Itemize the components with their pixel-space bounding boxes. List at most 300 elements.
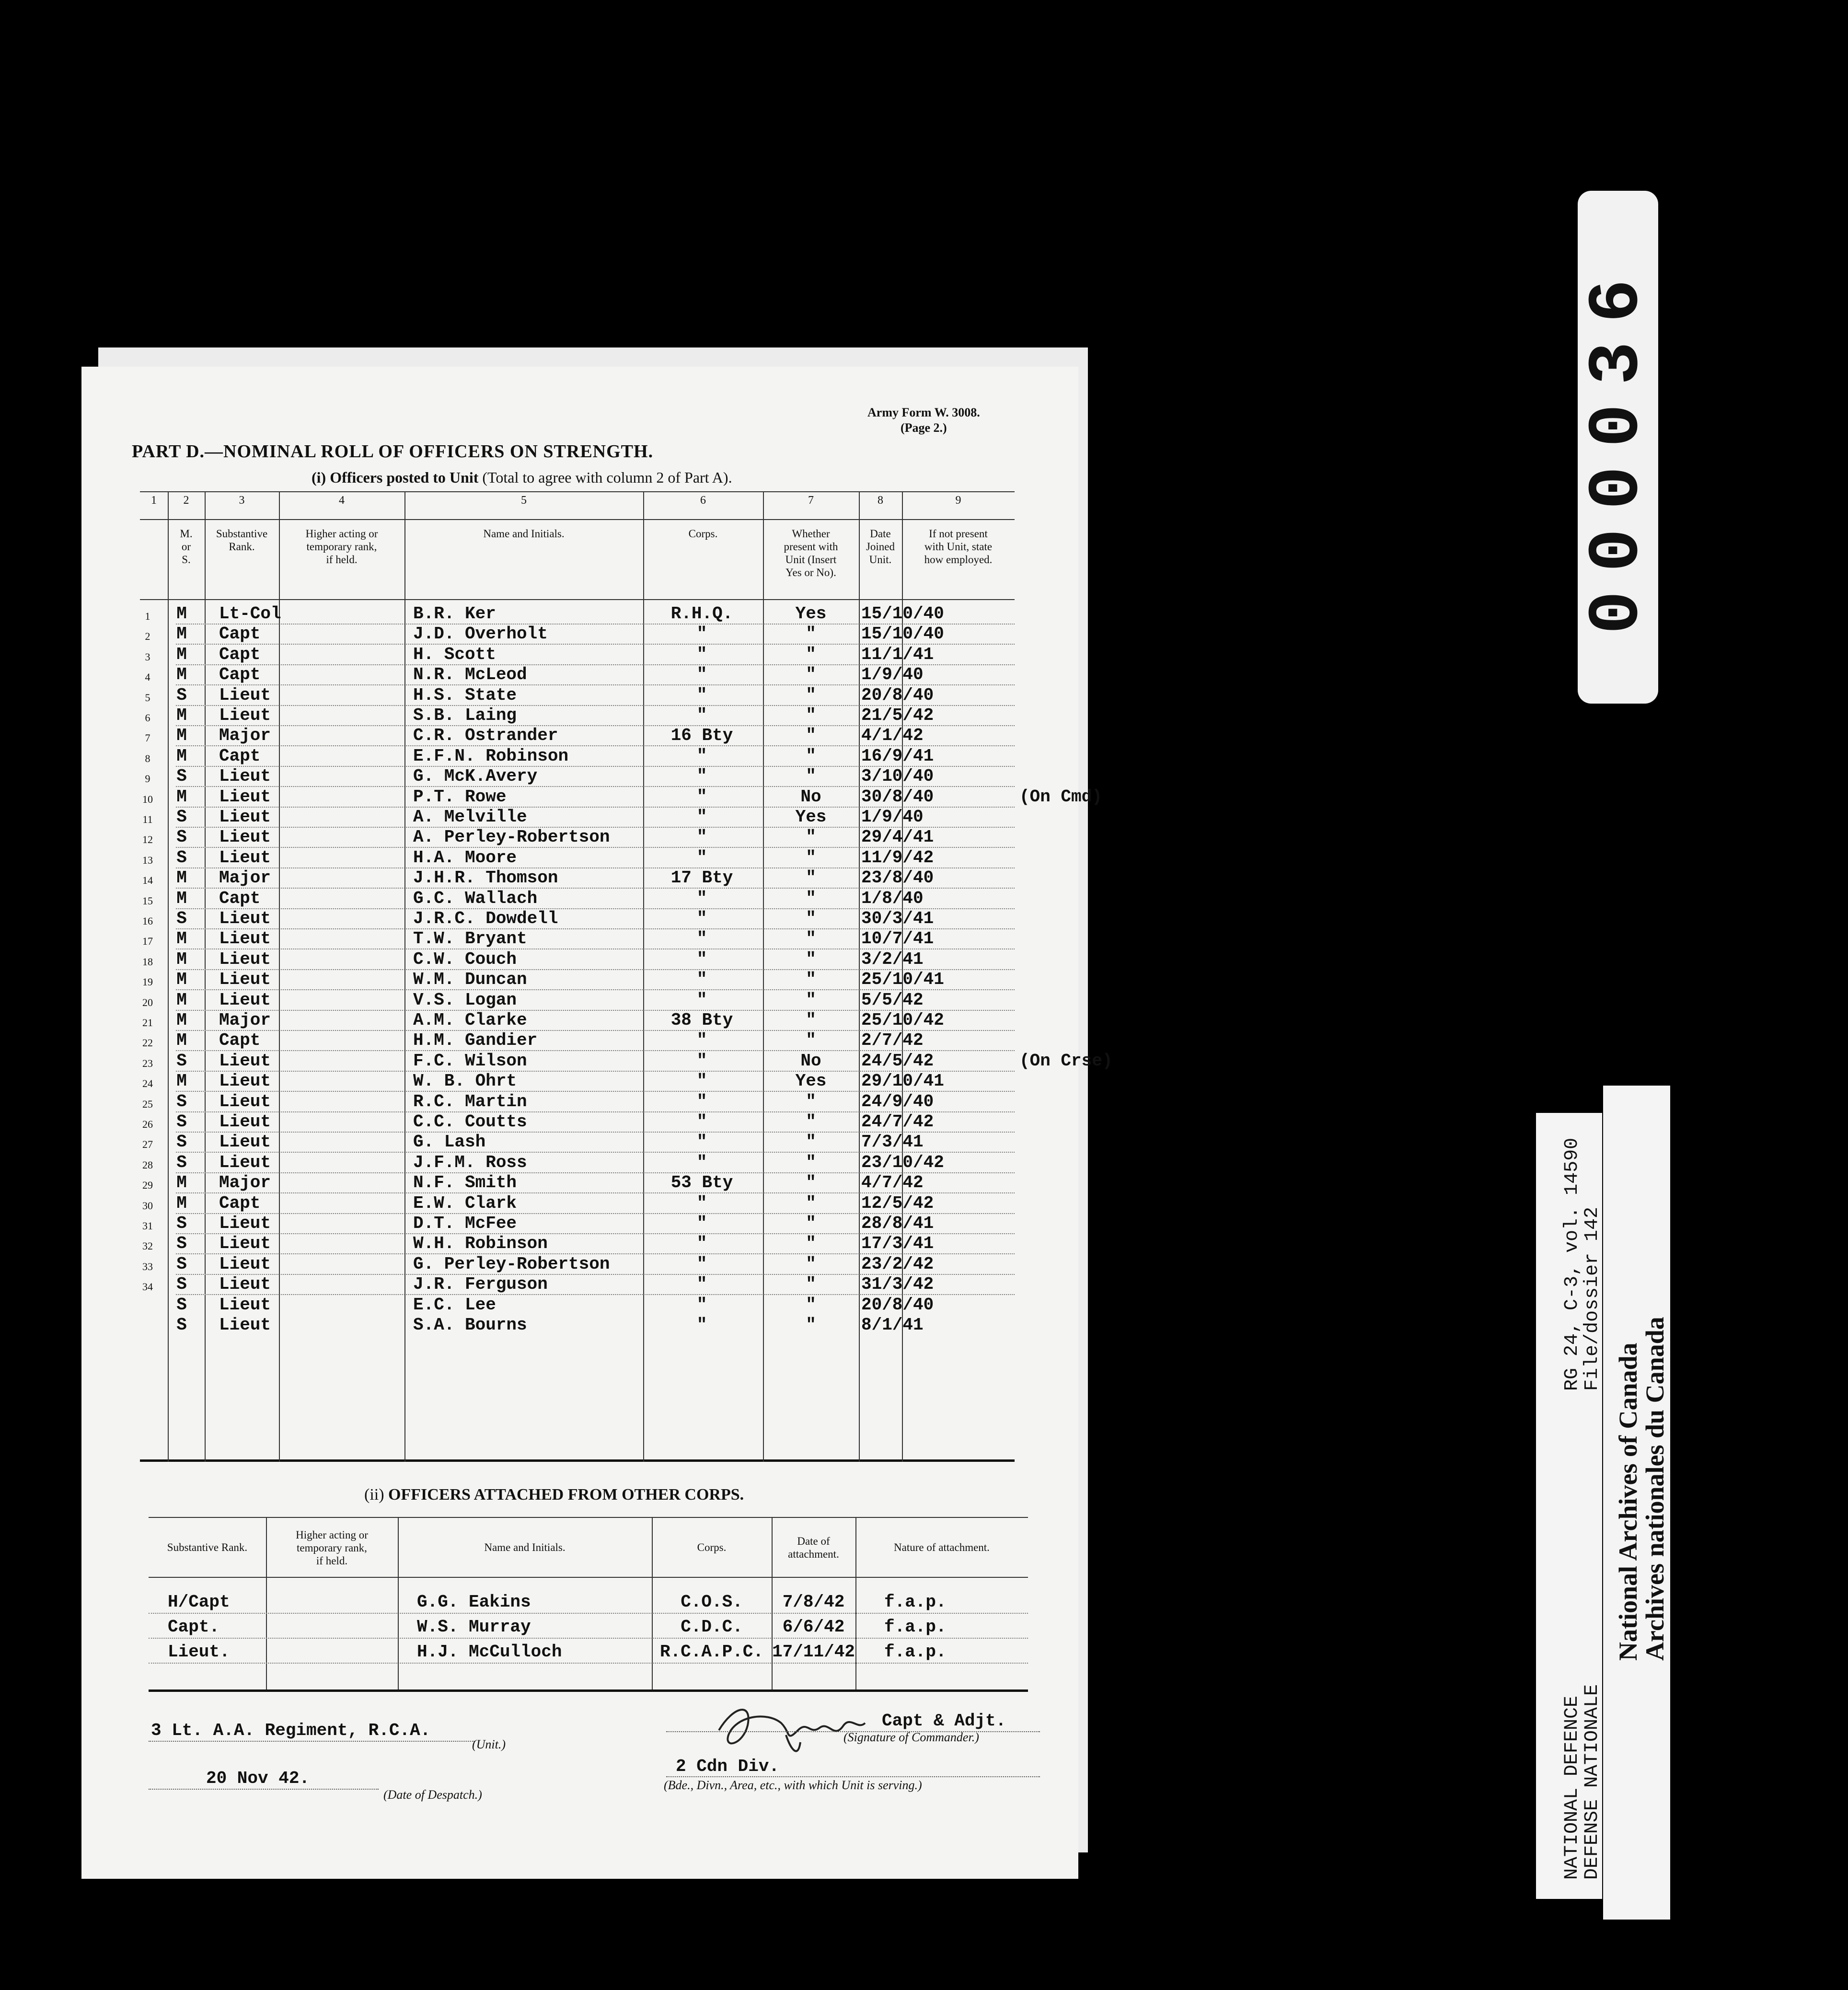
- column-header-line: Higher acting or: [305, 528, 378, 540]
- cell-date-joined: 1/9/40: [861, 665, 924, 685]
- cell-name: A. Perley-Robertson: [413, 827, 610, 847]
- attached-row-rule: [149, 1613, 1028, 1614]
- cell-corps: ": [696, 847, 707, 868]
- cell-present: ": [806, 1254, 816, 1274]
- column-header-line: Whether: [792, 528, 830, 540]
- row-number: 26: [142, 1118, 153, 1130]
- cell-present: ": [806, 827, 816, 847]
- cell-corps: ": [696, 929, 707, 949]
- cell-rank: Capt: [219, 644, 261, 664]
- cell-corps: ": [696, 1091, 707, 1111]
- column-header-5: [404, 527, 643, 540]
- cell-name: T.W. Bryant: [413, 929, 527, 949]
- cell-ms: M: [176, 949, 187, 969]
- cell-corps: ": [696, 970, 707, 990]
- column-header-line: if held.: [326, 554, 358, 566]
- form-page-text: (Page 2.): [900, 421, 947, 435]
- column-header-3: [205, 527, 279, 553]
- attached-row-rule: [149, 1663, 1028, 1664]
- column-number-8: 8: [878, 494, 883, 507]
- cell-rank: Capt: [219, 746, 261, 766]
- cell-name: N.F. Smith: [413, 1173, 517, 1193]
- cell-corps: ": [696, 1295, 707, 1315]
- cell-ms: M: [176, 1173, 187, 1193]
- cell-corps: ": [696, 1051, 707, 1071]
- cell-rank: Lieut: [219, 706, 271, 725]
- cell-rank: Lieut: [219, 1112, 271, 1132]
- attached-date: 6/6/42: [782, 1617, 845, 1637]
- attached-table-bottom-rule: [149, 1689, 1028, 1692]
- defence-line2: DEFENSE NATIONALE: [1582, 1684, 1603, 1880]
- cell-present: ": [806, 644, 816, 664]
- cell-present: ": [806, 1010, 816, 1030]
- cell-rank: Capt: [219, 1030, 261, 1051]
- column-header-line: M.: [180, 528, 193, 540]
- cell-corps: ": [696, 706, 707, 725]
- cell-rank: Lieut: [219, 807, 271, 827]
- column-header-line: Date: [870, 528, 891, 540]
- column-header-line: Yes or No).: [785, 567, 836, 578]
- cell-rank: Lieut: [219, 1274, 271, 1295]
- signature-label: (Signature of Commander.): [843, 1730, 979, 1744]
- cell-date-joined: 8/1/41: [861, 1315, 924, 1335]
- cell-ms: M: [176, 888, 187, 908]
- row-number: 14: [142, 874, 153, 887]
- cell-name: G. Lash: [413, 1132, 486, 1152]
- cell-name: P.T. Rowe: [413, 787, 507, 807]
- column-header-line: Corps.: [688, 528, 718, 540]
- cell-corps: ": [696, 949, 707, 969]
- cell-date-joined: 1/8/40: [861, 888, 924, 908]
- cell-ms: S: [176, 1091, 187, 1111]
- cell-corps: ": [696, 685, 707, 705]
- cell-rank: Major: [219, 726, 271, 746]
- attached-header-corps: [652, 1541, 772, 1554]
- cell-rank: Lieut: [219, 1091, 271, 1111]
- cell-corps: ": [696, 746, 707, 766]
- column-header-9: [902, 527, 1015, 566]
- attached-rank: Capt.: [168, 1617, 220, 1637]
- cell-rank: Lieut: [219, 1295, 271, 1315]
- cell-rank: Capt: [219, 624, 261, 644]
- attached-name: H.J. McCulloch: [417, 1642, 562, 1662]
- attached-header-rule: [149, 1577, 1028, 1578]
- cell-ms: S: [176, 766, 187, 787]
- defence-line1: NATIONAL DEFENCE: [1561, 1695, 1583, 1880]
- cell-corps: ": [696, 1234, 707, 1254]
- cell-rank: Capt: [219, 888, 261, 908]
- row-number: 1: [145, 610, 150, 622]
- cell-corps: ": [696, 827, 707, 847]
- attached-header-line: if held.: [316, 1555, 348, 1567]
- column-header-line: S.: [182, 554, 191, 566]
- cell-date-joined: 30/3/41: [861, 909, 934, 928]
- cell-ms: S: [176, 1152, 187, 1172]
- row-number: 34: [142, 1281, 153, 1293]
- attached-name: W.S. Murray: [417, 1617, 531, 1637]
- unit-label: (Unit.): [472, 1737, 506, 1751]
- cell-rank: Lieut: [219, 1254, 271, 1274]
- cell-name: J.D. Overholt: [413, 624, 548, 644]
- attached-rank: Lieut.: [168, 1642, 230, 1662]
- column-header-7: [763, 527, 859, 579]
- cell-ms: S: [176, 909, 187, 928]
- cell-rank: Lieut: [219, 1132, 271, 1152]
- cell-corps: R.H.Q.: [670, 604, 733, 624]
- cell-present: ": [806, 1112, 816, 1132]
- cell-name: A.M. Clarke: [413, 1010, 527, 1030]
- cell-date-joined: 25/10/42: [861, 1010, 944, 1030]
- cell-corps: ": [696, 1274, 707, 1295]
- column-header-line: or: [181, 541, 191, 553]
- cell-corps: ": [696, 1152, 707, 1172]
- cell-present: No: [800, 1051, 821, 1071]
- cell-corps: ": [696, 909, 707, 928]
- row-number: 16: [142, 915, 153, 927]
- cell-corps: ": [696, 766, 707, 787]
- column-rule-2: [168, 491, 169, 1462]
- cell-corps: ": [696, 787, 707, 807]
- attached-header-line: Corps.: [697, 1541, 727, 1553]
- cell-ms: S: [176, 847, 187, 868]
- column-number-2: 2: [183, 494, 189, 507]
- cell-rank: Capt: [219, 665, 261, 685]
- cell-date-joined: 5/5/42: [861, 990, 924, 1010]
- attached-corps: C.O.S.: [681, 1592, 743, 1612]
- cell-ms: S: [176, 807, 187, 827]
- row-number: 8: [145, 752, 150, 764]
- cell-employed: (On Cmd): [1019, 787, 1102, 807]
- cell-rank: Lieut: [219, 827, 271, 847]
- cell-present: ": [806, 909, 816, 928]
- cell-corps: ": [696, 1315, 707, 1335]
- cell-present: ": [806, 970, 816, 990]
- cell-present: Yes: [795, 807, 827, 827]
- cell-rank: Capt: [219, 1193, 261, 1213]
- column-header-line: temporary rank,: [306, 541, 377, 553]
- attached-header-line: Date of: [797, 1535, 830, 1547]
- row-number: 33: [142, 1260, 153, 1273]
- cell-ms: M: [176, 1010, 187, 1030]
- attached-corps: C.D.C.: [681, 1617, 743, 1637]
- cell-name: J.R.C. Dowdell: [413, 909, 558, 928]
- cell-date-joined: 25/10/41: [861, 970, 944, 990]
- cell-name: H.S. State: [413, 685, 517, 705]
- attached-nature: f.a.p.: [884, 1592, 947, 1612]
- cell-present: ": [806, 1214, 816, 1233]
- column-header-8: [859, 527, 902, 566]
- row-number: 15: [142, 894, 153, 907]
- column-header-line: Unit.: [869, 554, 892, 566]
- row-number: 21: [142, 1017, 153, 1029]
- cell-date-joined: 7/3/41: [861, 1132, 924, 1152]
- attached-header-line: temporary rank,: [297, 1542, 367, 1554]
- row-number: 23: [142, 1057, 153, 1069]
- column-header-line: present with: [784, 541, 838, 553]
- cell-rank: Lieut: [219, 685, 271, 705]
- form-number: [867, 405, 980, 436]
- cell-rank: Major: [219, 1010, 271, 1030]
- cell-name: V.S. Logan: [413, 990, 517, 1010]
- despatch-date-label: (Date of Despatch.): [383, 1788, 482, 1802]
- column-header-line: Unit (Insert: [785, 554, 837, 566]
- column-rule-5: [404, 491, 405, 1462]
- cell-date-joined: 10/7/41: [861, 929, 934, 949]
- attached-name: G.G. Eakins: [417, 1592, 531, 1612]
- cell-present: ": [806, 929, 816, 949]
- cell-name: W.M. Duncan: [413, 970, 527, 990]
- row-number: 31: [142, 1220, 153, 1232]
- cell-date-joined: 23/2/42: [861, 1254, 934, 1274]
- column-header-line: If not present: [929, 528, 988, 540]
- cell-name: A. Melville: [413, 807, 527, 827]
- cell-present: ": [806, 726, 816, 746]
- column-rule-3: [205, 491, 206, 1462]
- cell-present: ": [806, 868, 816, 888]
- cell-corps: ": [696, 644, 707, 664]
- cell-date-joined: 2/7/42: [861, 1030, 924, 1051]
- cell-date-joined: 24/7/42: [861, 1112, 934, 1132]
- row-number: 27: [142, 1138, 153, 1151]
- despatch-date-value: 20 Nov 42.: [206, 1769, 310, 1788]
- cell-corps: 17 Bty: [670, 868, 733, 888]
- cell-date-joined: 29/4/41: [861, 827, 934, 847]
- cell-date-joined: 3/2/41: [861, 949, 924, 969]
- cell-date-joined: 28/8/41: [861, 1214, 934, 1233]
- cell-ms: M: [176, 746, 187, 766]
- column-header-4: [279, 527, 404, 566]
- row-number: 3: [145, 650, 150, 663]
- cell-ms: S: [176, 1051, 187, 1071]
- cell-ms: M: [176, 644, 187, 664]
- attached-header-name: [398, 1541, 652, 1554]
- attached-corps: R.C.A.P.C.: [659, 1642, 764, 1662]
- cell-ms: S: [176, 1112, 187, 1132]
- cell-ms: S: [176, 685, 187, 705]
- cell-present: ": [806, 1234, 816, 1254]
- cell-corps: ": [696, 1030, 707, 1051]
- cell-name: J.R. Ferguson: [413, 1274, 548, 1295]
- cell-corps: 38 Bty: [670, 1010, 733, 1030]
- cell-ms: M: [176, 970, 187, 990]
- attached-header-line: attachment.: [788, 1548, 839, 1560]
- cell-ms: S: [176, 1234, 187, 1254]
- section2-title-text: OFFICERS ATTACHED FROM OTHER CORPS.: [388, 1486, 744, 1504]
- cell-ms: M: [176, 604, 187, 624]
- cell-date-joined: 23/8/40: [861, 868, 934, 888]
- cell-name: N.R. McLeod: [413, 665, 527, 685]
- cell-corps: ": [696, 807, 707, 827]
- cell-date-joined: 24/5/42: [861, 1051, 934, 1071]
- despatch-date-line: [149, 1789, 379, 1790]
- attached-header-date: [772, 1535, 855, 1561]
- cell-rank: Lieut: [219, 847, 271, 868]
- attached-header-line: Name and Initials.: [484, 1541, 566, 1553]
- column-header-line: with Unit, state: [924, 541, 993, 553]
- section1-title-bold: (i) Officers posted to Unit: [312, 469, 479, 486]
- cell-present: ": [806, 766, 816, 787]
- row-number: 5: [145, 691, 150, 704]
- column-number-9: 9: [955, 494, 961, 507]
- cell-date-joined: 16/9/41: [861, 746, 934, 766]
- cell-present: ": [806, 746, 816, 766]
- cell-ms: M: [176, 624, 187, 644]
- row-number: 13: [142, 854, 153, 866]
- cell-corps: ": [696, 990, 707, 1010]
- archives-label: [1603, 1086, 1670, 1920]
- cell-ms: M: [176, 990, 187, 1010]
- header-bottom-rule: [140, 599, 1015, 600]
- row-number: 10: [142, 793, 153, 805]
- attached-header-rank: [149, 1541, 266, 1554]
- attached-header-nature: [855, 1541, 1028, 1554]
- cell-rank: Lieut: [219, 1214, 271, 1233]
- archives-french: Archives nationales du Canada: [1640, 1317, 1669, 1661]
- cell-name: J.H.R. Thomson: [413, 868, 558, 888]
- section1-title-rest: (Total to agree with column 2 of Part A).: [482, 469, 732, 486]
- cell-present: ": [806, 1030, 816, 1051]
- row-number: 6: [145, 712, 150, 724]
- cell-ms: S: [176, 1315, 187, 1335]
- row-number: 7: [145, 732, 150, 744]
- attached-nature: f.a.p.: [884, 1642, 947, 1662]
- formation-label: (Bde., Divn., Area, etc., with which Unit is serving.): [664, 1778, 922, 1792]
- cell-ms: S: [176, 1295, 187, 1315]
- column-number-5: 5: [521, 494, 527, 507]
- column-header-line: Rank.: [229, 541, 255, 553]
- cell-date-joined: 11/1/41: [861, 644, 934, 664]
- cell-present: ": [806, 1152, 816, 1172]
- formation-value: 2 Cdn Div.: [676, 1757, 780, 1776]
- cell-name: R.C. Martin: [413, 1091, 527, 1111]
- cell-ms: M: [176, 787, 187, 807]
- signer-title: Capt & Adjt.: [882, 1711, 1006, 1731]
- cell-corps: ": [696, 1214, 707, 1233]
- part-title: PART D.—NOMINAL ROLL OF OFFICERS ON STRENGTH.: [132, 441, 654, 462]
- reference-line2: File/dossier 142: [1582, 1206, 1603, 1391]
- row-number: 28: [142, 1158, 153, 1171]
- attached-header-line: Substantive Rank.: [167, 1541, 248, 1553]
- cell-date-joined: 29/10/41: [861, 1071, 944, 1091]
- column-number-1: 1: [151, 494, 157, 507]
- cell-present: ": [806, 685, 816, 705]
- column-header-line: how employed.: [924, 554, 993, 566]
- cell-employed: (On Crse): [1019, 1051, 1113, 1071]
- row-number: 2: [145, 630, 150, 643]
- cell-present: ": [806, 1173, 816, 1193]
- column-header-line: Substantive: [216, 528, 268, 540]
- cell-name: J.F.M. Ross: [413, 1152, 527, 1172]
- cell-corps: ": [696, 1071, 707, 1091]
- cell-ms: M: [176, 706, 187, 725]
- attached-date: 17/11/42: [772, 1642, 855, 1662]
- attached-date: 7/8/42: [782, 1592, 845, 1612]
- row-number: 22: [142, 1037, 153, 1049]
- cell-name: F.C. Wilson: [413, 1051, 527, 1071]
- column-rule-8: [859, 491, 860, 1462]
- cell-ms: S: [176, 1132, 187, 1152]
- cell-present: ": [806, 665, 816, 685]
- cell-date-joined: 4/7/42: [861, 1173, 924, 1193]
- row-number: 11: [142, 813, 153, 825]
- section2-title: [364, 1486, 744, 1504]
- cell-present: ": [806, 990, 816, 1010]
- row-number: 18: [142, 955, 153, 968]
- cell-name: E.C. Lee: [413, 1295, 496, 1315]
- cell-date-joined: 24/9/40: [861, 1091, 934, 1111]
- cell-present: ": [806, 847, 816, 868]
- cell-name: E.W. Clark: [413, 1193, 517, 1213]
- cell-ms: M: [176, 665, 187, 685]
- attached-header-line: Higher acting or: [296, 1529, 368, 1541]
- cell-ms: M: [176, 1030, 187, 1051]
- cell-rank: Lieut: [219, 929, 271, 949]
- cell-ms: M: [176, 1071, 187, 1091]
- cell-present: ": [806, 1274, 816, 1295]
- column-header-line: Joined: [866, 541, 895, 553]
- column-number-7: 7: [808, 494, 814, 507]
- cell-name: G.C. Wallach: [413, 888, 538, 908]
- table-top-rule: [140, 491, 1015, 492]
- unit-value: 3 Lt. A.A. Regiment, R.C.A.: [151, 1721, 431, 1740]
- row-number: 32: [142, 1240, 153, 1252]
- column-number-6: 6: [700, 494, 706, 507]
- cell-corps: ": [696, 1193, 707, 1213]
- cell-name: W.H. Robinson: [413, 1234, 548, 1254]
- cell-corps: ": [696, 1132, 707, 1152]
- cell-date-joined: 20/8/40: [861, 1295, 934, 1315]
- cell-present: ": [806, 1091, 816, 1111]
- cell-date-joined: 21/5/42: [861, 706, 934, 725]
- cell-date-joined: 15/10/40: [861, 604, 944, 624]
- cell-corps: ": [696, 624, 707, 644]
- cell-present: Yes: [795, 604, 827, 624]
- cell-date-joined: 23/10/42: [861, 1152, 944, 1172]
- cell-rank: Lieut: [219, 1051, 271, 1071]
- column-number-4: 4: [339, 494, 345, 507]
- cell-date-joined: 30/8/40: [861, 787, 934, 807]
- cell-name: C.R. Ostrander: [413, 726, 558, 746]
- row-number: 24: [142, 1077, 153, 1090]
- attached-header-line: Nature of attachment.: [894, 1541, 990, 1553]
- cell-name: H.A. Moore: [413, 847, 517, 868]
- cell-date-joined: 11/9/42: [861, 847, 934, 868]
- commander-signature: [714, 1697, 867, 1759]
- row-number: 25: [142, 1098, 153, 1110]
- cell-name: H. Scott: [413, 644, 496, 664]
- cell-rank: Lt-Col: [219, 604, 281, 624]
- cell-rank: Lieut: [219, 1315, 271, 1335]
- cell-present: No: [800, 787, 821, 807]
- section2-title-prefix: (ii): [364, 1486, 384, 1504]
- cell-ms: M: [176, 726, 187, 746]
- attached-rank: H/Capt: [168, 1592, 230, 1612]
- cell-name: G. McK.Avery: [413, 766, 538, 787]
- form-number-text: Army Form W. 3008.: [867, 405, 980, 419]
- cell-rank: Lieut: [219, 970, 271, 990]
- cell-present: ": [806, 1193, 816, 1213]
- row-number: 30: [142, 1199, 153, 1212]
- cell-date-joined: 4/1/42: [861, 726, 924, 746]
- cell-date-joined: 31/3/42: [861, 1274, 934, 1295]
- attached-header-higher: [266, 1528, 398, 1567]
- cell-ms: S: [176, 1254, 187, 1274]
- row-number: 29: [142, 1179, 153, 1192]
- cell-present: Yes: [795, 1071, 827, 1091]
- column-header-2: [168, 527, 205, 566]
- cell-rank: Lieut: [219, 787, 271, 807]
- row-number: 17: [142, 935, 153, 948]
